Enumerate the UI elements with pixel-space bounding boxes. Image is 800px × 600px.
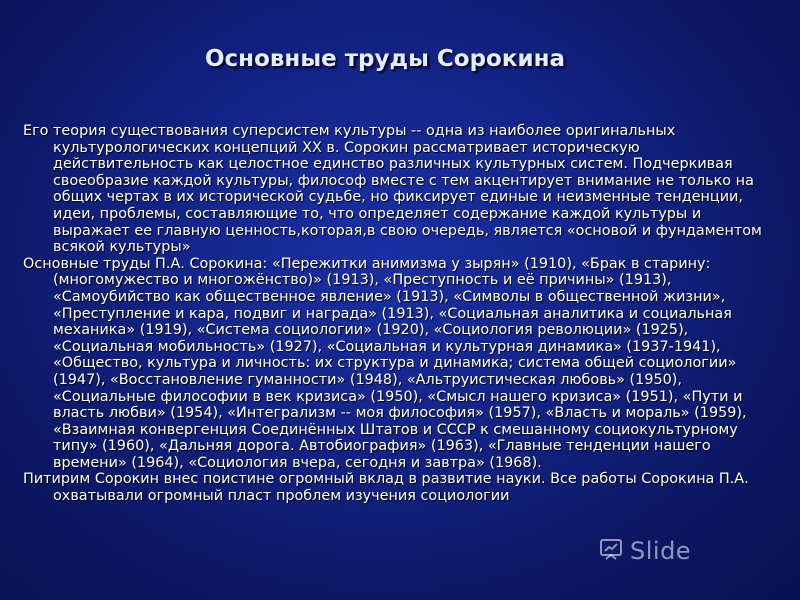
- slide-logo-icon: [600, 538, 626, 562]
- slide-title: Основные труды Сорокина: [205, 46, 565, 72]
- paragraph-theory: Его теория существования суперсистем культуры -- одна из наиболее оригинальных культурологических концепций XX в. Сорокин рассматривает историческую действительность как целостное единство различных культурных систем. Подчеркивая своеобразие каждой культуры, философ вместе с тем акцентирует внимание не только на общих чертах в их исторической судьбе, но фиксирует единые и неизменные тенденции, идеи, проблемы, составляющие то, что определяет содержание каждой культуры и выражает ее главную ценность,которая,в свою очередь, является «основой и фундаментом всякой культуры»: [23, 123, 762, 256]
- paragraph-contribution: Питирим Сорокин внес поистине огромный вклад в развитие науки. Все работы Сорокина П.А. охватывали огромный пласт проблем изучения социологии: [23, 471, 749, 505]
- watermark: [600, 537, 691, 565]
- watermark-text: Slide: [630, 537, 692, 565]
- paragraph-works: Основные труды П.А. Сорокина: «Пережитки анимизма у зырян» (1910), «Брак в старину: (многомужество и многожёнство)» (1913), «Преступность и её причины» (1913), «Самоубийство как общественное явление» (1913), «Символы в общественной жизни», «Преступление и кара, подвиг и награда» (1913), «Социальная аналитика и социальная механика» (1919), «Система социологии» (1920), «Социология революции» (1925), «Социальная мобильность» (1927), «Социальная и культурная динамика» (1937-1941), «Общество, культура и личность: их структура и динамика; система общей социологии» (1947), «Восстановление гуманности» (1948), «Альтруистическая любовь» (1950), «Социальные философии в век кризиса» (1950), «Смысл нашего кризиса» (1951), «Пути и власть любви» (1954), «Интегрализм -- моя философия» (1957), «Власть и мораль» (1959), «Взаимная конвергенция Соединённых Штатов и СССР к смешанному социокультурному типу» (1960), «Дальняя дорога. Автобиография» (1963), «Главные тенденции нашего времени» (1964), «Социология вчера, сегодня и завтра» (1968).: [23, 255, 747, 471]
- slide-body: [23, 123, 763, 505]
